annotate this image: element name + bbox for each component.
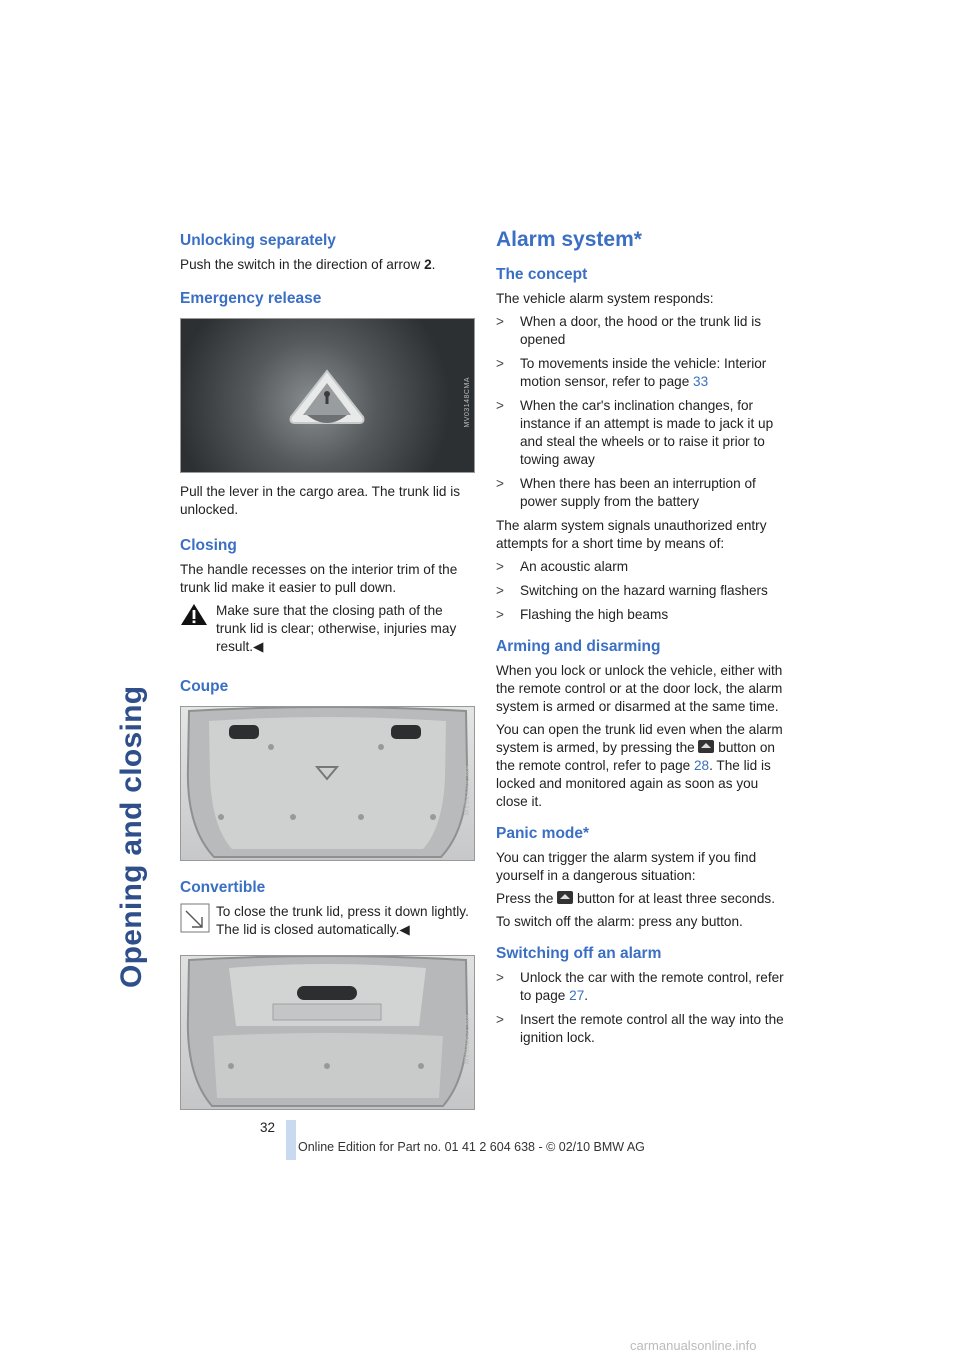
image-code: MV03148CMA bbox=[464, 377, 471, 428]
coupe-trunk-image bbox=[180, 706, 475, 861]
page-link[interactable]: 27 bbox=[569, 988, 585, 1003]
bullet-marker: > bbox=[496, 1012, 504, 1027]
right-column bbox=[496, 226, 791, 1053]
closing-warning-text: Make sure that the closing path of the trunk lid is clear; otherwise, injuries may result.◀ bbox=[216, 603, 457, 654]
bullet-marker: > bbox=[496, 970, 504, 985]
emergency-lever-illustration bbox=[181, 319, 474, 472]
coupe-trunk-illustration bbox=[181, 707, 474, 860]
lock-symbol-stem bbox=[326, 396, 329, 404]
page-link-28[interactable]: 28 bbox=[693, 758, 710, 773]
convertible-heading: Convertible bbox=[180, 879, 266, 896]
trunk-button-icon bbox=[557, 891, 573, 906]
bullet-marker: > bbox=[496, 559, 504, 574]
convertible-note-text: To close the trunk lid, press it down lightly. The lid is closed automatically.◀ bbox=[216, 904, 469, 937]
page-number: 32 bbox=[260, 1120, 276, 1135]
closing-heading: Closing bbox=[180, 537, 237, 554]
list-item bbox=[496, 313, 791, 349]
panic-heading: Panic mode* bbox=[496, 825, 590, 842]
convertible-handle bbox=[297, 986, 357, 1000]
convertible-note bbox=[180, 903, 475, 939]
convertible-trunk-illustration bbox=[181, 956, 474, 1109]
emergency-text: Pull the lever in the cargo area. The trunk lid is unlocked. bbox=[180, 484, 461, 517]
list-item bbox=[496, 475, 791, 511]
signals-text: The alarm system signals unauthorized entry attempts for a short time by means of: bbox=[496, 518, 767, 551]
watermark: carmanualsonline.info bbox=[630, 1338, 757, 1353]
alarm-heading: Alarm system* bbox=[496, 228, 642, 251]
list-item bbox=[496, 606, 791, 624]
unlock-heading: Unlocking separately bbox=[180, 232, 336, 249]
image-code: MV03062CMA bbox=[464, 1014, 471, 1065]
arming-text-2: You can open the trunk lid even when the alarm system is armed, by pressing the button on the remote control, refer to page 28. The lid is locked and monitored again as soon as you close it. bbox=[496, 722, 783, 809]
warning-icon bbox=[180, 602, 216, 631]
list-item-text: When a door, the hood or the trunk lid is opened bbox=[520, 314, 762, 347]
list-item-text: To movements inside the vehicle: Interior motion sensor, refer to page 33 bbox=[520, 356, 767, 389]
handle-recess-right bbox=[391, 725, 421, 739]
list-item bbox=[496, 558, 791, 576]
concept-intro: The vehicle alarm system responds: bbox=[496, 291, 714, 306]
switchoff-heading: Switching off an alarm bbox=[496, 945, 662, 962]
bullet-marker: > bbox=[496, 398, 504, 413]
unlock-text: Push the switch in the direction of arrow 2. bbox=[180, 257, 436, 272]
emergency-heading: Emergency release bbox=[180, 290, 322, 307]
note-icon bbox=[180, 903, 216, 938]
trunk-button-icon bbox=[698, 740, 714, 755]
handle-recess-left bbox=[229, 725, 259, 739]
left-column bbox=[180, 226, 475, 1120]
list-item bbox=[496, 1011, 791, 1047]
closing-text: The handle recesses on the interior trim of the trunk lid make it easier to pull down. bbox=[180, 562, 458, 595]
coupe-heading: Coupe bbox=[180, 678, 229, 695]
bullet-marker: > bbox=[496, 607, 504, 622]
panic-text: You can trigger the alarm system if you find yourself in a dangerous situation: bbox=[496, 850, 757, 883]
convertible-trunk-image bbox=[180, 955, 475, 1110]
arming-heading: Arming and disarming bbox=[496, 638, 661, 655]
list-item-text: Insert the remote control all the way into the ignition lock. bbox=[520, 1012, 784, 1045]
switchoff-list bbox=[496, 969, 791, 1047]
bullet-marker: > bbox=[496, 583, 504, 598]
list-item-text: Unlock the car with the remote control, refer to page 27. bbox=[520, 970, 784, 1003]
image-code: MV02770CMA bbox=[464, 765, 471, 816]
list-item-text: Switching on the hazard warning flashers bbox=[520, 583, 768, 598]
list-item-text: When the car's inclination changes, for instance if an attempt is made to jack it up and steal the wheels or to raise it prior to towing away bbox=[520, 398, 774, 467]
bullet-marker: > bbox=[496, 476, 504, 491]
list-item bbox=[496, 355, 791, 391]
closing-warning bbox=[180, 602, 475, 656]
emergency-release-image bbox=[180, 318, 475, 473]
concept-list bbox=[496, 313, 791, 511]
list-item bbox=[496, 969, 791, 1005]
list-item-text: An acoustic alarm bbox=[520, 559, 629, 574]
concept-heading: The concept bbox=[496, 266, 588, 283]
page-link[interactable]: 33 bbox=[693, 374, 709, 389]
list-item-text: When there has been an interruption of power supply from the battery bbox=[520, 476, 756, 509]
bullet-marker: > bbox=[496, 314, 504, 329]
list-item bbox=[496, 397, 791, 469]
list-item bbox=[496, 582, 791, 600]
arming-text: When you lock or unlock the vehicle, either with the remote control or at the door lock, the alarm system is armed or disarmed at the same time. bbox=[496, 663, 783, 714]
edition-footer: Online Edition for Part no. 01 41 2 604 638 - © 02/10 BMW AG bbox=[298, 1140, 645, 1154]
signal-list bbox=[496, 558, 791, 624]
panic-off: To switch off the alarm: press any button. bbox=[496, 914, 743, 929]
bullet-marker: > bbox=[496, 356, 504, 371]
footer-accent-bar bbox=[286, 1120, 296, 1160]
list-item-text: Flashing the high beams bbox=[520, 607, 669, 622]
panic-press: Press the button for at least three seconds. bbox=[496, 891, 775, 906]
chapter-title: Opening and closing bbox=[115, 685, 148, 988]
